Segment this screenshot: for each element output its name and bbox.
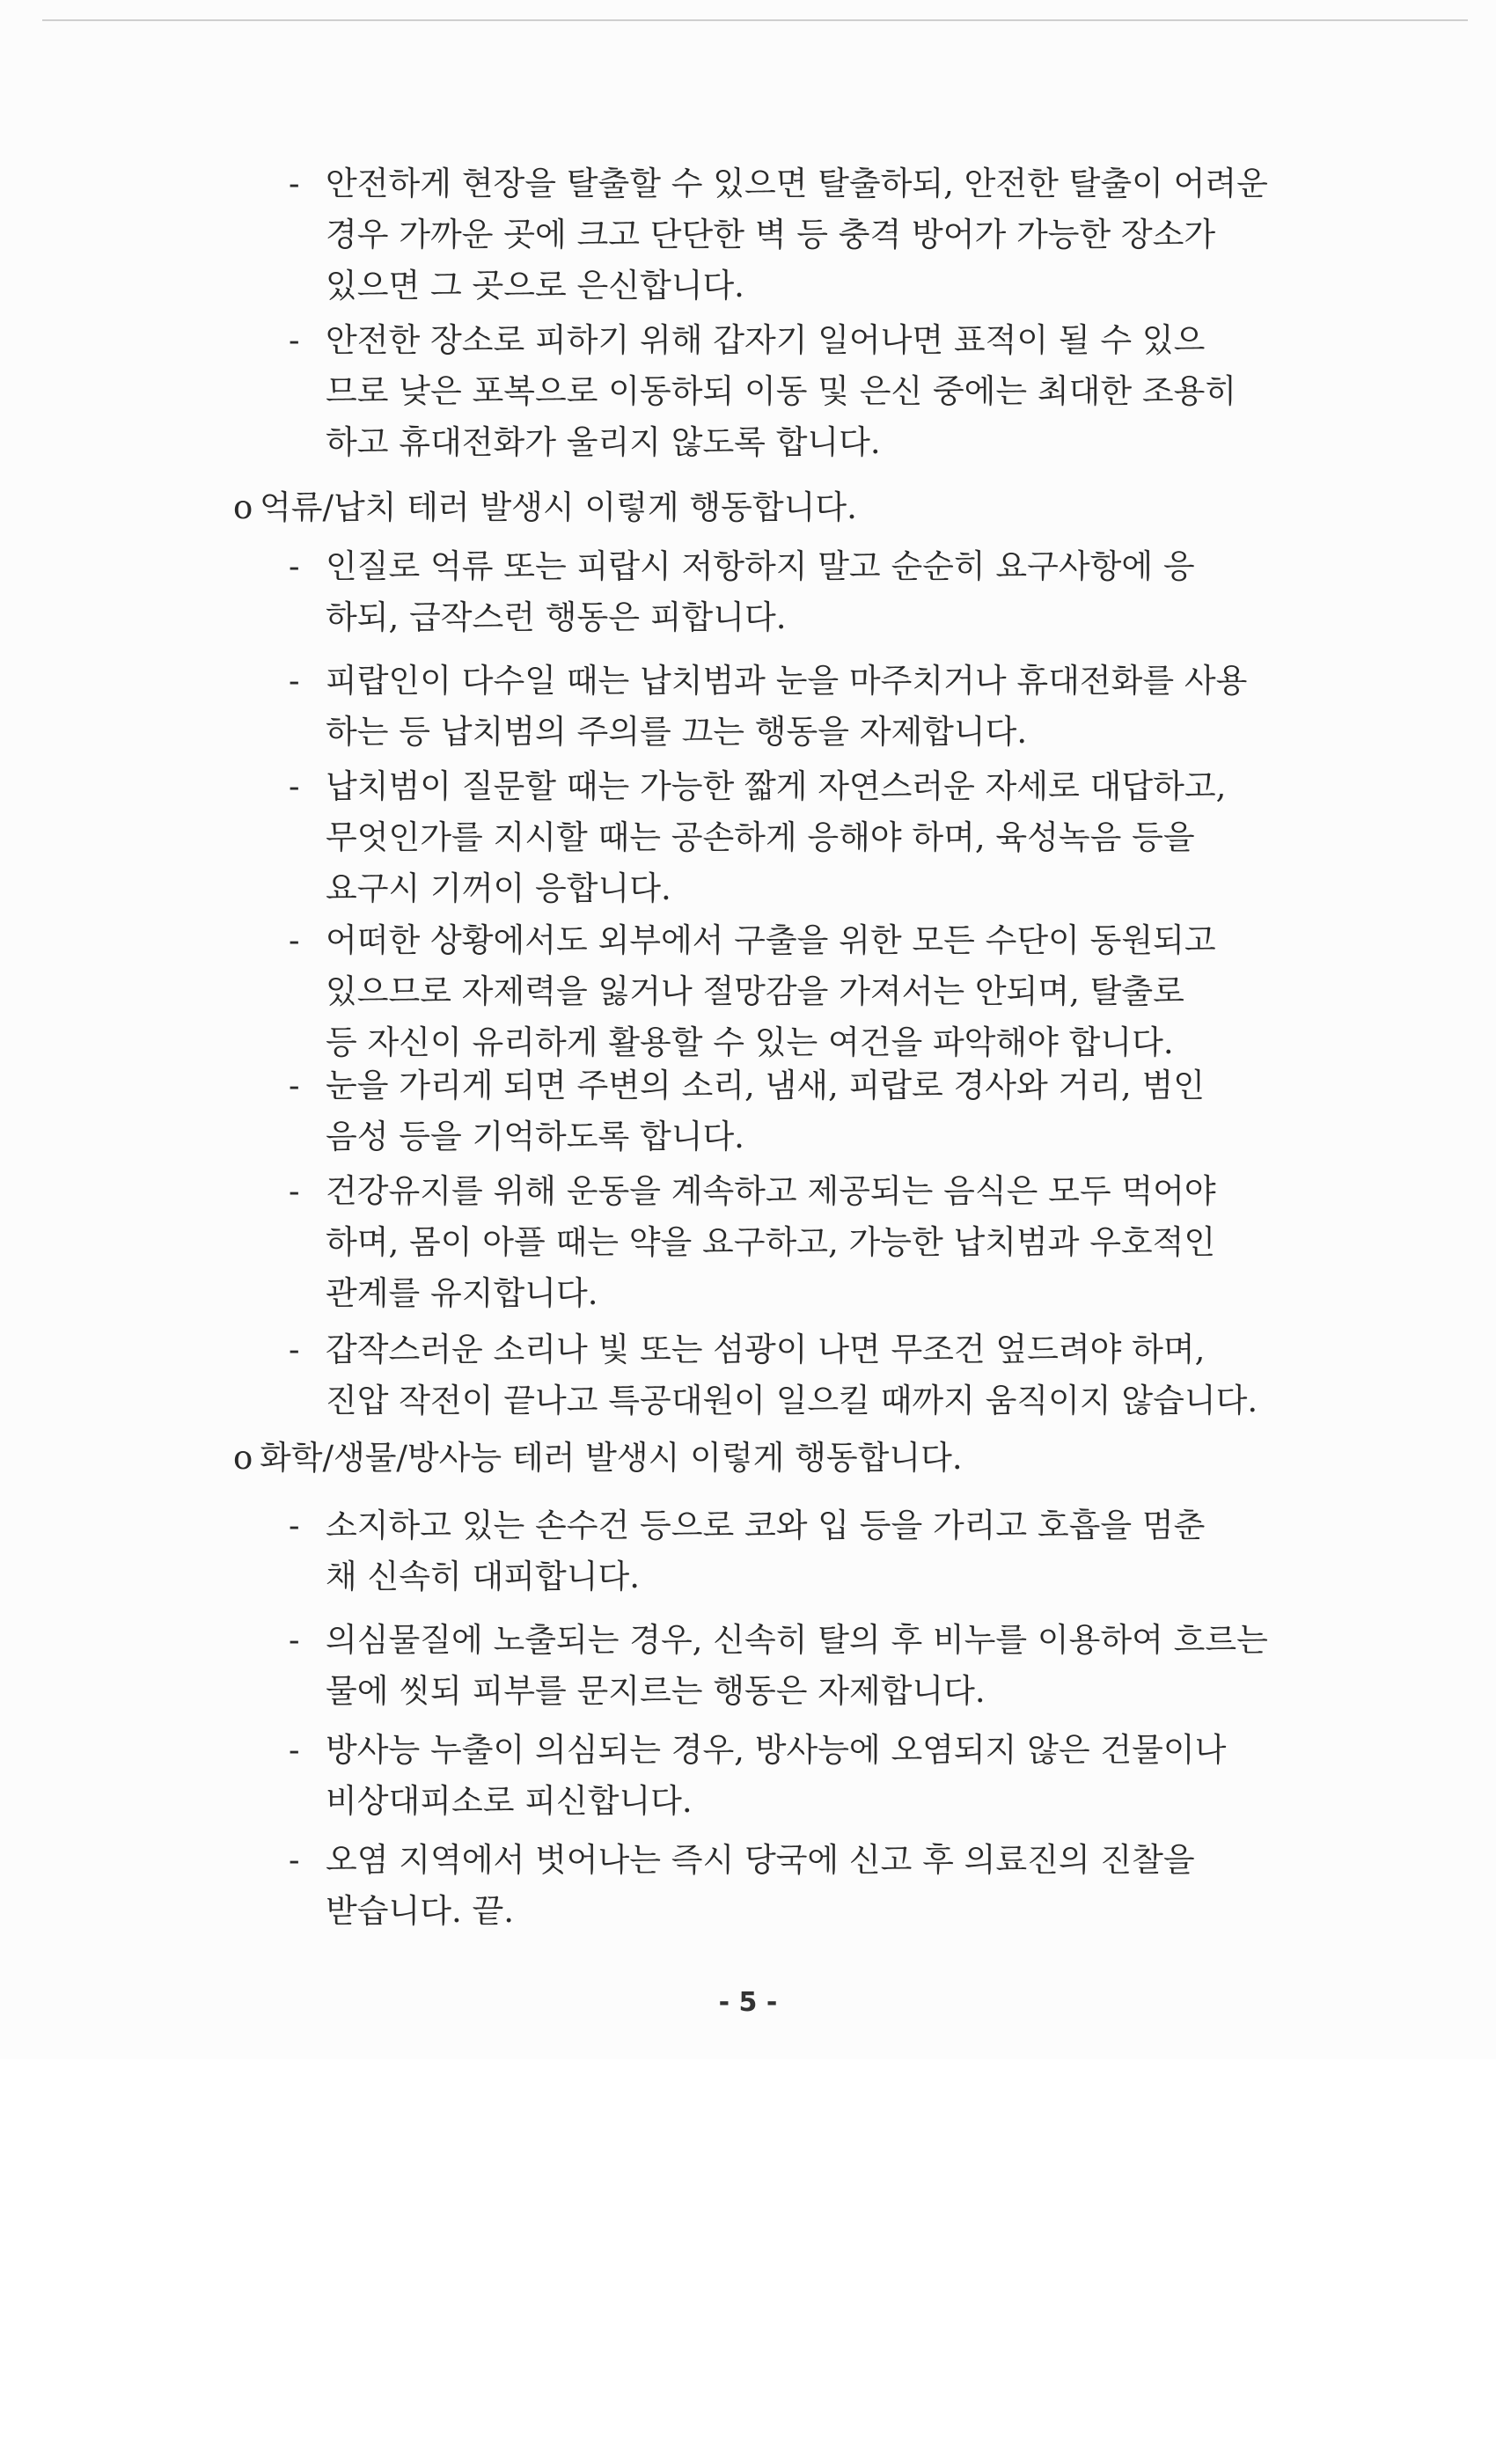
top-edge-rule (42, 19, 1468, 21)
text-line: 비상대피소로 피신합니다. (326, 1782, 693, 1820)
text-line: 등 자신이 유리하게 활용할 수 있는 여건을 파악해야 합니다. (326, 1023, 1174, 1061)
bullet-item (289, 761, 1227, 914)
text-line: 므로 낮은 포복으로 이동하되 이동 및 은신 중에는 최대한 조용히 (326, 372, 1237, 410)
bullet-dash: - (289, 1172, 300, 1210)
text-line: 하고 휴대전화가 울리지 않도록 합니다. (326, 423, 881, 461)
text-line: 안전한 장소로 피하기 위해 갑자기 일어나면 표적이 될 수 있으 (326, 321, 1206, 359)
bullet-dash: - (289, 921, 300, 959)
text-line: 오염 지역에서 벗어나는 즉시 당국에 신고 후 의료진의 진찰을 (326, 1841, 1195, 1879)
text-line: 있으면 그 곳으로 은신합니다. (326, 267, 744, 304)
bullet-item (289, 915, 1216, 1068)
text-line: 하되, 급작스런 행동은 피합니다. (326, 598, 787, 636)
bullet-item (289, 315, 1237, 468)
text-line: 인질로 억류 또는 피랍시 저항하지 말고 순순히 요구사항에 응 (326, 547, 1195, 585)
bullet-dash: - (289, 1507, 300, 1544)
section-heading (233, 482, 857, 533)
bullet-dash: - (289, 1331, 300, 1368)
bullet-item (289, 1324, 1258, 1426)
bullet-dash: - (289, 662, 300, 700)
text-line: 눈을 가리게 되면 주변의 소리, 냄새, 피랍로 경사와 거리, 범인 (326, 1067, 1205, 1104)
bullet-dash: - (289, 767, 300, 805)
bullet-item (289, 1615, 1268, 1717)
text-line: 피랍인이 다수일 때는 납치범과 눈을 마주치거나 휴대전화를 사용 (326, 662, 1248, 700)
bullet-dash: - (289, 321, 300, 359)
section-marker: o (233, 488, 253, 526)
text-line: 채 신속히 대피합니다. (326, 1558, 640, 1595)
text-line: 요구시 기꺼이 응합니다. (326, 869, 671, 907)
text-line: 화학/생물/방사능 테러 발생시 이렇게 행동합니다. (260, 1439, 963, 1477)
text-line: 하며, 몸이 아플 때는 약을 요구하고, 가능한 납치범과 우호적인 (326, 1223, 1216, 1261)
text-line: 음성 등을 기억하도록 합니다. (326, 1118, 744, 1155)
text-line: 있으므로 자제력을 잃거나 절망감을 가져서는 안되며, 탈출로 (326, 972, 1184, 1010)
bullet-item (289, 158, 1268, 312)
bullet-item (289, 1500, 1206, 1602)
bullet-item (289, 541, 1195, 643)
bullet-dash: - (289, 1067, 300, 1104)
page-number: - 5 - (718, 1987, 778, 2018)
text-line: 무엇인가를 지시할 때는 공손하게 응해야 하며, 육성녹음 등을 (326, 818, 1195, 856)
bullet-dash: - (289, 547, 300, 585)
bullet-dash: - (289, 1841, 300, 1879)
bullet-item (289, 1725, 1227, 1827)
bullet-item (289, 1060, 1205, 1162)
bullet-dash: - (289, 1621, 300, 1659)
text-line: 관계를 유지합니다. (326, 1274, 598, 1312)
text-line: 경우 가까운 곳에 크고 단단한 벽 등 충격 방어가 가능한 장소가 (326, 216, 1216, 253)
bullet-dash: - (289, 165, 300, 202)
section-marker: o (233, 1439, 253, 1477)
text-line: 어떠한 상황에서도 외부에서 구출을 위한 모든 수단이 동원되고 (326, 921, 1216, 959)
bullet-item (289, 656, 1248, 758)
text-line: 갑작스러운 소리나 빛 또는 섬광이 나면 무조건 엎드려야 하며, (326, 1331, 1206, 1368)
text-line: 억류/납치 테러 발생시 이렇게 행동합니다. (260, 488, 857, 526)
text-line: 안전하게 현장을 탈출할 수 있으면 탈출하되, 안전한 탈출이 어려운 (326, 165, 1268, 202)
bullet-dash: - (289, 1731, 300, 1769)
text-line: 건강유지를 위해 운동을 계속하고 제공되는 음식은 모두 먹어야 (326, 1172, 1216, 1210)
text-line: 물에 씻되 피부를 문지르는 행동은 자제합니다. (326, 1672, 986, 1710)
text-line: 하는 등 납치범의 주의를 끄는 행동을 자제합니다. (326, 713, 1028, 751)
text-line: 납치범이 질문할 때는 가능한 짧게 자연스러운 자세로 대답하고, (326, 767, 1227, 805)
text-line: 의심물질에 노출되는 경우, 신속히 탈의 후 비누를 이용하여 흐르는 (326, 1621, 1268, 1659)
text-line: 받습니다. 끝. (326, 1892, 514, 1930)
text-line: 방사능 누출이 의심되는 경우, 방사능에 오염되지 않은 건물이나 (326, 1731, 1227, 1769)
text-line: 소지하고 있는 손수건 등으로 코와 입 등을 가리고 호흡을 멈춘 (326, 1507, 1206, 1544)
bullet-item (289, 1835, 1195, 1937)
text-line: 진압 작전이 끝나고 특공대원이 일으킬 때까지 움직이지 않습니다. (326, 1382, 1258, 1419)
section-heading (233, 1433, 963, 1484)
bullet-item (289, 1166, 1216, 1319)
